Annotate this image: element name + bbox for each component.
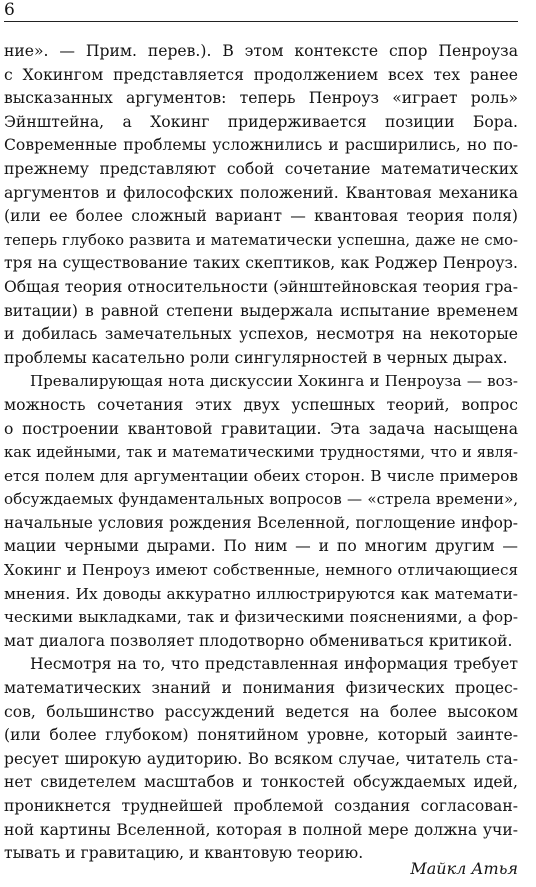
text-line: ной картины Вселенной, которая в полной мере должна учи- bbox=[4, 820, 518, 839]
text-line: ние». — Прим. перев.). В этом контексте спор Пенроуза bbox=[4, 42, 518, 60]
text-line: ется полем для аргументации обеих сторон. В числе примеров bbox=[4, 466, 518, 485]
text-line: проблемы касательно роли сингулярностей в черных дырах. bbox=[4, 348, 508, 367]
text-line: (или более глубоком) понятийном уровне, который заинте- bbox=[4, 726, 518, 745]
text-line: проникнется труднейшей проблемой создания согласован- bbox=[4, 797, 518, 815]
text-line: с Хокингом представляется продолжением всех тех ранее bbox=[4, 65, 518, 84]
text-line: нет свидетелем масштабов и тонкостей обсуждаемых идей, bbox=[4, 773, 518, 792]
text-line: Хокинг и Пенроуз имеют собственные, немного отличающиеся bbox=[4, 561, 518, 580]
text-line: теперь глубоко развита и математически успешна, даже не смо- bbox=[4, 231, 518, 249]
text-line: тря на существование таких скептиков, как Роджер Пенроуз. bbox=[4, 254, 518, 273]
text-line: Несмотря на то, что представленная информация требует bbox=[30, 655, 518, 674]
text-line: обсуждаемых фундаментальных вопросов — «стрела времени», bbox=[4, 490, 518, 509]
text-line: мат диалога позволяет плодотворно обмениваться критикой. bbox=[4, 631, 513, 650]
text-line: витации) в равной степени выдержала испытание временем bbox=[4, 301, 518, 320]
body-text bbox=[4, 40, 518, 866]
text-line: прежнему представляют собой сочетание математических bbox=[4, 159, 518, 178]
text-line: Современные проблемы усложнились и расширились, но по- bbox=[4, 136, 518, 155]
text-line: ресует широкую аудиторию. Во всяком случае, читатель ста- bbox=[4, 749, 518, 768]
text-line: Общая теория относительности (эйнштейновская теория гра- bbox=[4, 277, 518, 296]
text-line: сов, большинство рассуждений ведется на более высоком bbox=[4, 702, 518, 721]
text-line: математических знаний и понимания физических процес- bbox=[4, 679, 518, 698]
page-number: 6 bbox=[4, 0, 15, 20]
text-line: Превалирующая нота дискуссии Хокинга и Пенроуза — воз- bbox=[30, 372, 518, 391]
text-line: тывать и гравитацию, и квантовую теорию. bbox=[4, 844, 364, 863]
text-line: как идейными, так и математическими трудностями, что и явля- bbox=[4, 444, 518, 462]
text-line: Эйнштейна, а Хокинг придерживается позиции Бора. bbox=[4, 112, 518, 131]
text-line: аргументов и философских положений. Квантовая механика bbox=[4, 183, 518, 202]
header-rule bbox=[4, 21, 518, 22]
text-line: можность сочетания этих двух успешных теорий, вопрос bbox=[4, 395, 518, 414]
author-signature: Майкл Атья bbox=[410, 859, 518, 878]
text-line: мнения. Их доводы аккуратно иллюстрируются как математи- bbox=[4, 584, 518, 603]
text-line: мации черными дырами. По ним — и по многим другим — bbox=[4, 537, 518, 556]
text-line: ческими выкладками, так и физическими пояснениями, а фор- bbox=[4, 608, 518, 627]
text-line: (или ее более сложный вариант — квантовая теория поля) bbox=[4, 207, 518, 226]
text-line: высказанных аргументов: теперь Пенроуз «играет роль» bbox=[4, 89, 518, 108]
text-line: начальные условия рождения Вселенной, поглощение инфор- bbox=[4, 513, 518, 532]
text-line: о построении квантовой гравитации. Эта задача насыщена bbox=[4, 419, 518, 438]
text-line: и добилась замечательных успехов, несмотря на некоторые bbox=[4, 325, 518, 344]
